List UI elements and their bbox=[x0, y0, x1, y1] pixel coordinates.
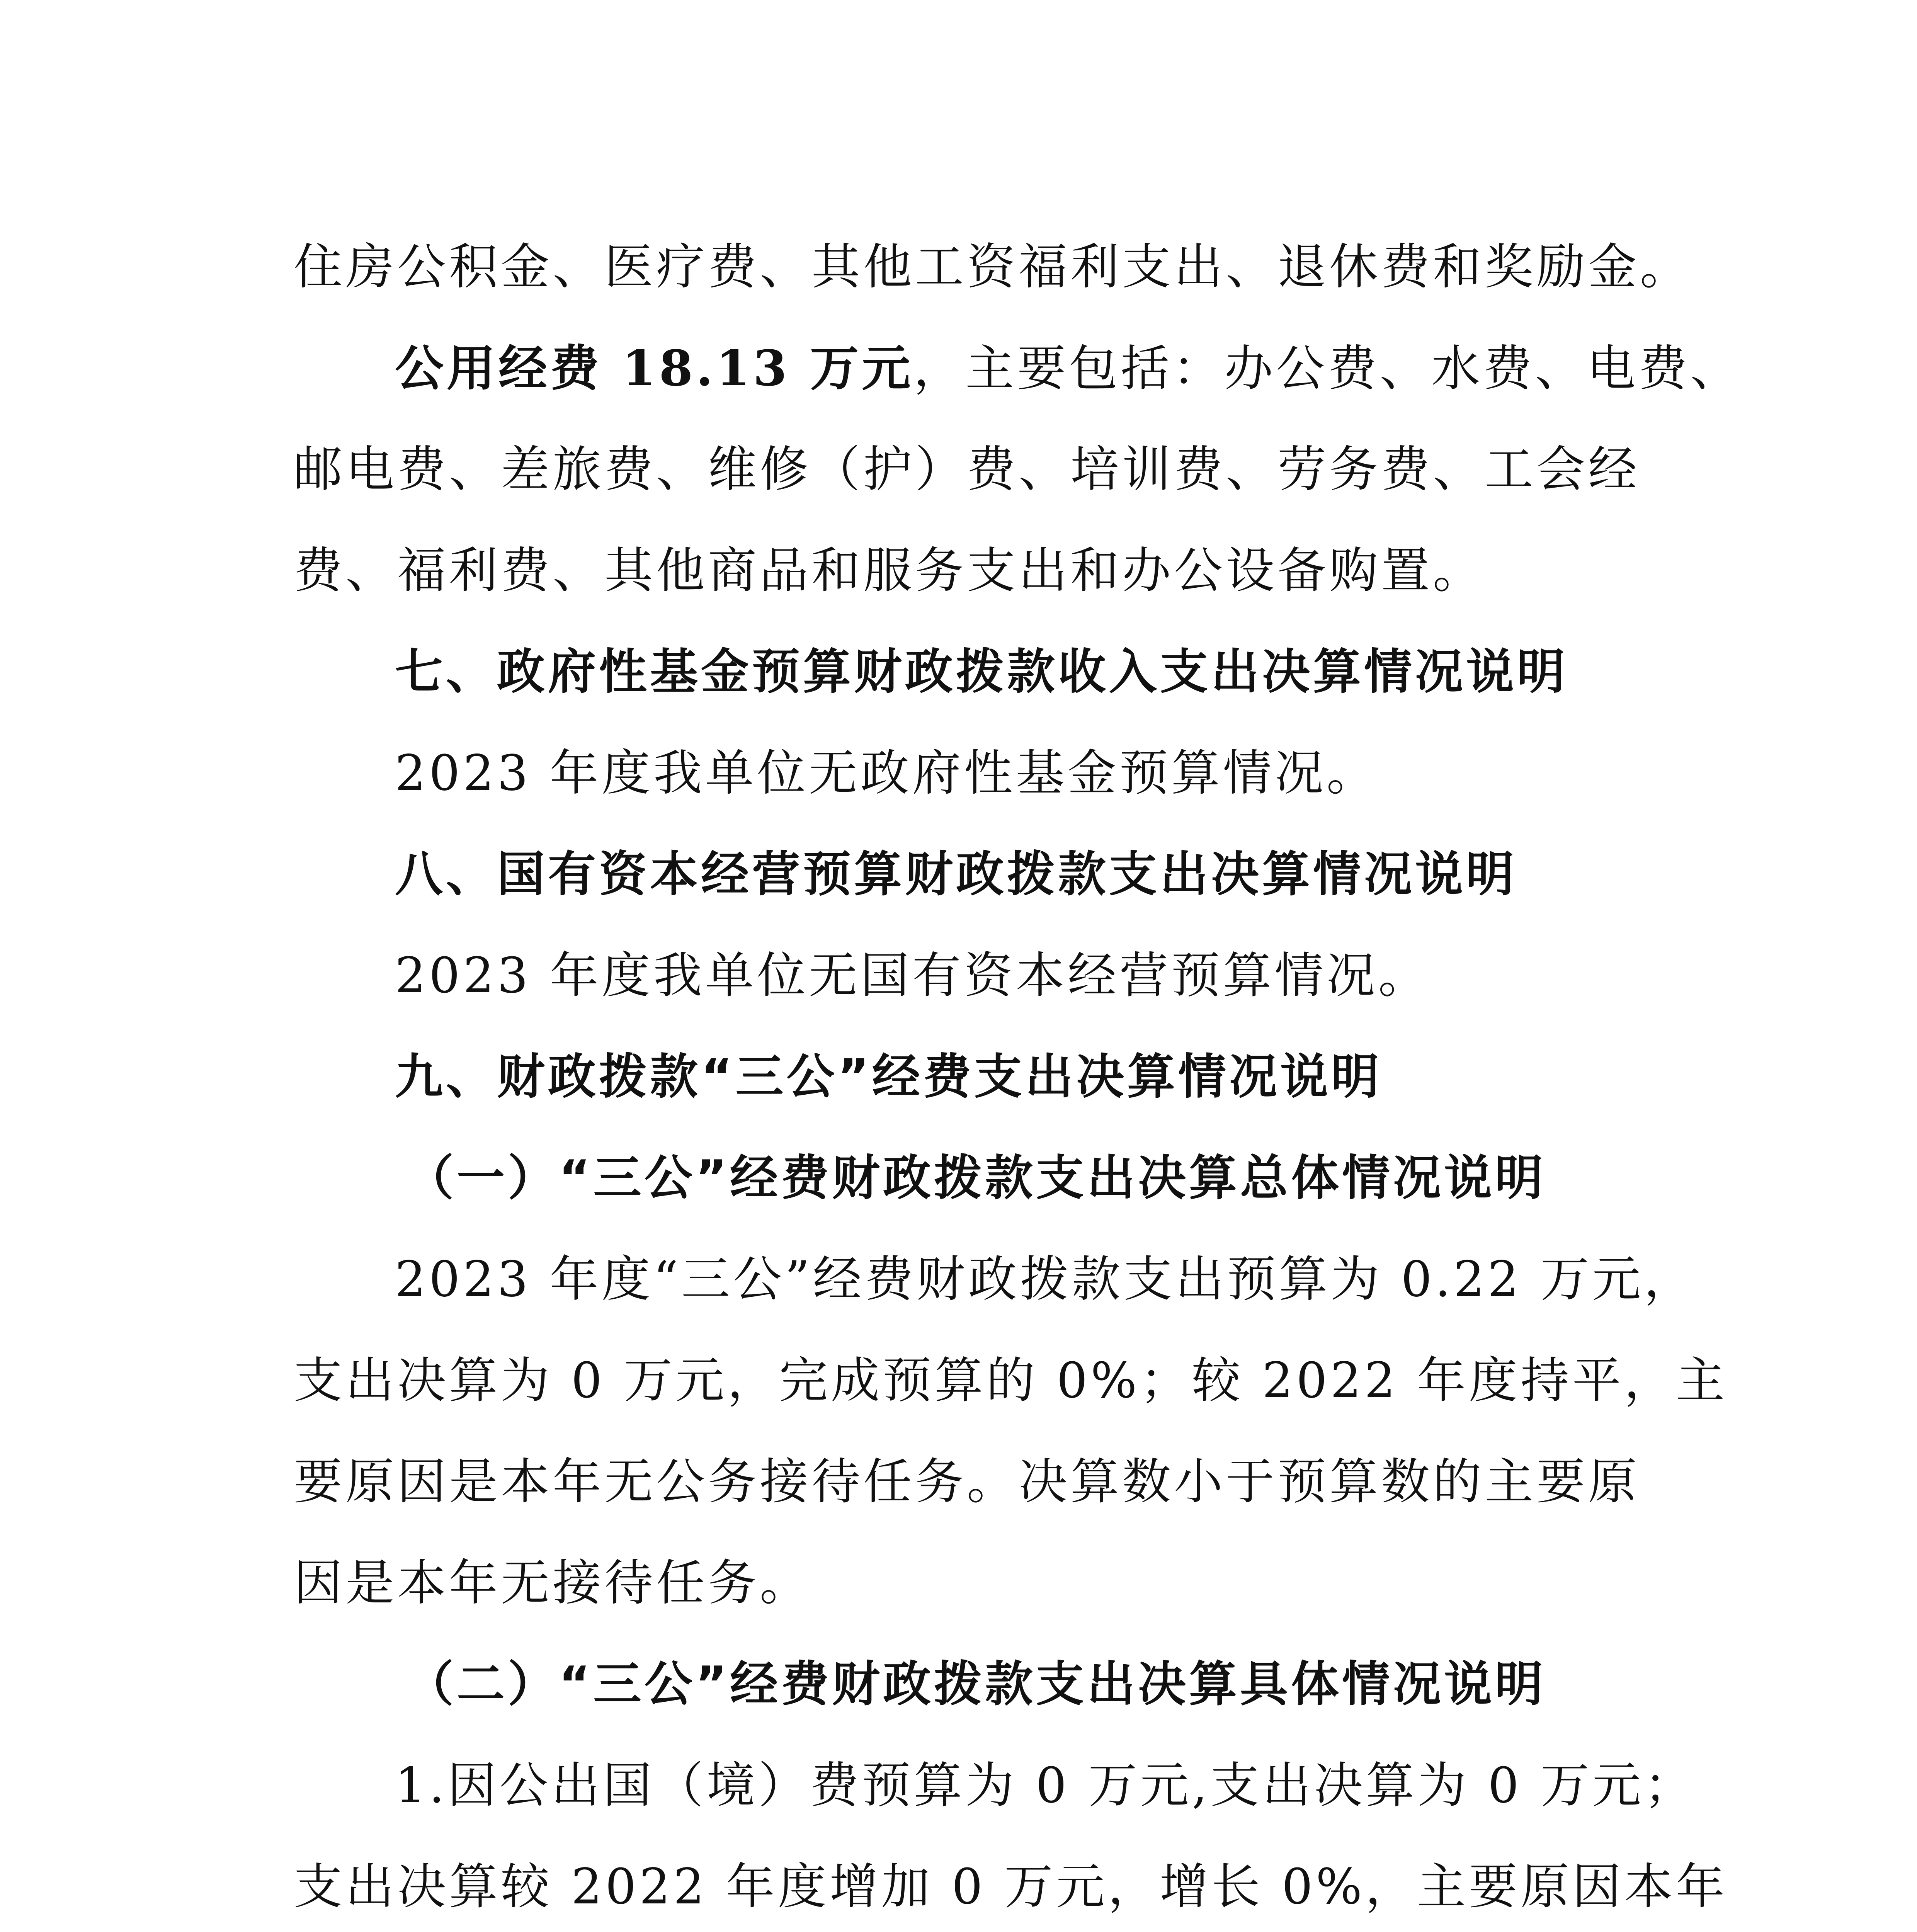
paragraph-line: 费、福利费、其他商品和服务支出和办公设备购置。 bbox=[294, 542, 1485, 599]
paragraph-line bbox=[294, 318, 1742, 419]
paragraph-line: 2023 年度我单位无政府性基金预算情况。 bbox=[395, 745, 1378, 801]
section-heading-7: 七、政府性基金预算财政拨款收入支出决算情况说明 bbox=[395, 644, 1568, 700]
paragraph-line: 支出决算为 0 万元，完成预算的 0%；较 2022 年度持平，主 bbox=[294, 1352, 1728, 1409]
subsection-heading-9-2: （二）“三公”经费财政拨款支出决算具体情况说明 bbox=[406, 1656, 1546, 1712]
document-body bbox=[294, 216, 1742, 1932]
paragraph-line: 邮电费、差旅费、维修（护）费、培训费、劳务费、工会经 bbox=[294, 441, 1640, 498]
paragraph-line: 1.因公出国（境）费预算为 0 万元,支出决算为 0 万元； bbox=[395, 1757, 1696, 1814]
subsection-heading-9-1: （一）“三公”经费财政拨款支出决算总体情况说明 bbox=[406, 1150, 1546, 1206]
paragraph-line: 支出决算较 2022 年度增加 0 万元，增长 0%，主要原因本年 bbox=[294, 1858, 1728, 1915]
paragraph-line: 因是本年无接待任务。 bbox=[294, 1554, 811, 1611]
section-heading-9: 九、财政拨款“三公”经费支出决算情况说明 bbox=[395, 1049, 1382, 1105]
paragraph-line: 住房公积金、医疗费、其他工资福利支出、退休费和奖励金。 bbox=[294, 238, 1692, 295]
public-expenses-label: 公用经费 18.13 万元 bbox=[395, 340, 914, 397]
section-heading-8: 八、国有资本经营预算财政拨款支出决算情况说明 bbox=[395, 847, 1517, 902]
paragraph-line: 要原因是本年无公务接待任务。决算数小于预算数的主要原 bbox=[294, 1453, 1640, 1510]
paragraph-text: ，主要包括：办公费、水费、电费、 bbox=[913, 340, 1742, 397]
paragraph-line: 2023 年度“三公”经费财政拨款支出预算为 0.22 万元， bbox=[395, 1251, 1696, 1308]
paragraph-line: 2023 年度我单位无国有资本经营预算情况。 bbox=[395, 947, 1430, 1004]
